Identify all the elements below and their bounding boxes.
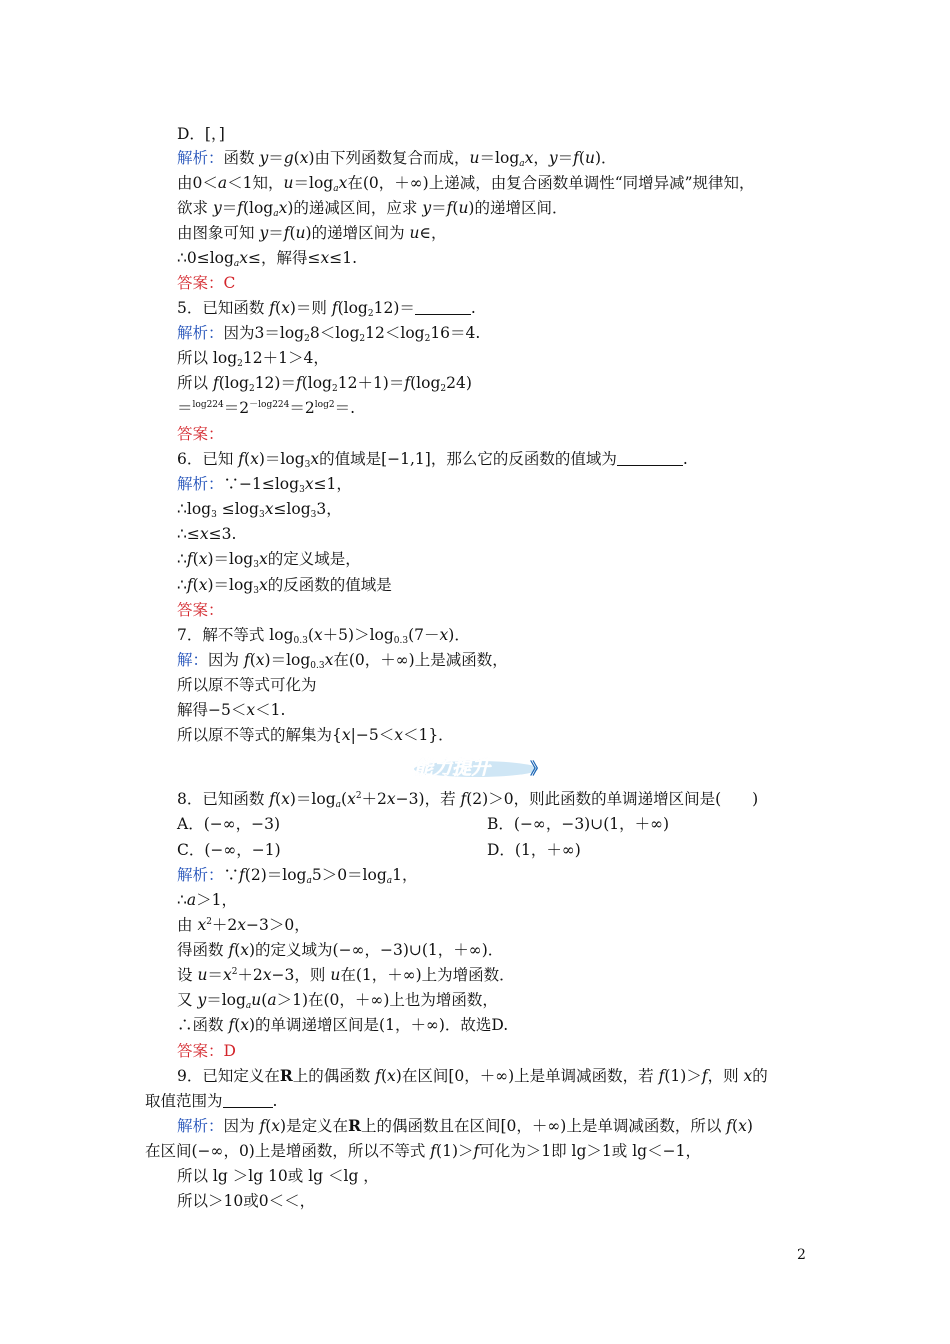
q5-answer: 答案： xyxy=(177,425,224,443)
q9-question-2: 取值范围为 . xyxy=(145,1092,278,1110)
q8-line-2: ∴a＞1， xyxy=(177,891,237,909)
q7-solution: 解：因为 $f(x)=\log_{0.3}x$在(0，＋∞)上是减函数， xyxy=(177,651,508,671)
q8-analysis: 解析：$\because f(2)=\log_a5>0=\log_a1$， xyxy=(177,866,418,886)
q8-option-c: C．(−∞，−1) xyxy=(177,841,281,859)
q4-analysis: 解析：函数 y＝g(x)由下列函数复合而成，$u=\log_ax$，y＝f(u)． xyxy=(177,149,617,169)
q8-answer: 答案：D xyxy=(177,1042,236,1060)
q9-line-2: 在区间(−∞，0)上是增函数，所以不等式 f(1)＞f可化为＞1即 lg＞1或 lg＜−1， xyxy=(145,1142,701,1160)
q6-line-3: ∴≤x≤3. xyxy=(177,525,237,543)
q6-question: 6．已知 $f(x)=\log_3x$的值域是[−1,1]，那么它的反函数的值域为 . xyxy=(177,450,688,470)
q5-line-3: 所以 $f(\log_212)=f(\log_212+1)=f(\log_224)$ xyxy=(177,374,472,394)
q5-analysis: 解析：因为$3=\log_28<\log_212<\log_216=4$. xyxy=(177,324,481,344)
ability-banner xyxy=(404,752,554,782)
q4-line-3: 欲求 $y=f(\log_ax)$的递减区间，应求 y＝f(u)的递增区间． xyxy=(177,199,568,219)
q9-question: 9．已知定义在R上的偶函数 f(x)在区间[0，＋∞)上是单调减函数，若 f(1)＞f，则 x的 xyxy=(177,1066,768,1085)
q4-line-2: 由0＜a＜1知，$u=\log_ax$在(0，＋∞)上递减，由复合函数单调性“同增异减”规律知， xyxy=(177,174,755,194)
q8-line-6: 又 $y=\log_au(a>1)$在(0，＋∞)上也为增函数， xyxy=(177,991,498,1011)
q8-line-7: ∴函数 f(x)的单调递增区间是(1，＋∞)．故选D. xyxy=(177,1016,509,1034)
banner-graphic xyxy=(404,752,554,782)
banner-text: 能力提升 xyxy=(414,757,491,779)
q6-line-4: $\therefore f(x)=\log_3x$的定义域是， xyxy=(177,550,361,570)
q8-line-5: 设 $u=x^2+2x-3$，则 u在(1，＋∞)上为增函数． xyxy=(177,966,515,984)
q7-line-4: 所以原不等式的解集为{x|−5＜x＜1}． xyxy=(177,726,454,744)
q8-question: 8．已知函数 $f(x)=\log_a(x^2+2x-3)$，若 f(2)＞0，则此函数的单调递增区间是( ) xyxy=(177,790,759,810)
q9-line-3: 所以 lg ＞lg 10或 lg ＜lg ， xyxy=(177,1167,379,1185)
q5-line-2: 所以 $\log_212+1>4$， xyxy=(177,349,329,369)
page-number: 2 xyxy=(797,1247,806,1263)
q9-line-4: 所以＞10或0＜＜， xyxy=(177,1192,316,1210)
q4-line-5: $\therefore 0\le\log_ax\le$，解得≤x≤1. xyxy=(177,249,358,269)
q9-analysis: 解析：因为 f(x)是定义在R上的偶函数且在区间[0，＋∞)上是单调减函数，所以 f(x) xyxy=(177,1116,753,1135)
option-d-4: D．[，] xyxy=(177,125,225,143)
q7-line-2: 所以原不等式可化为 xyxy=(177,676,317,694)
q8-option-d: D．(1，＋∞) xyxy=(487,841,581,859)
q8-option-b: B．(−∞，−3)∪(1，＋∞) xyxy=(487,815,670,833)
q6-line-5: $\therefore f(x)=\log_3x$的反函数的值域是 xyxy=(177,576,392,596)
q6-analysis: 解析：$\because-1\le\log_3x\le 1$， xyxy=(177,475,352,495)
q8-line-4: 得函数 f(x)的定义域为(−∞，−3)∪(1，＋∞)． xyxy=(177,941,504,959)
q5-line-4: $=^{log224}=2^{-log224}=2^{log2}=$. xyxy=(177,399,355,417)
q4-answer: 答案：C xyxy=(177,274,236,292)
q4-line-4: 由图象可知 y＝f(u)的递增区间为 u∈， xyxy=(177,224,447,242)
q7-question: 7．解不等式 $\log_{0.3}(x+5)>\log_{0.3}(7-x)$． xyxy=(177,626,470,646)
q6-answer: 答案： xyxy=(177,601,224,619)
q6-line-2: $\therefore\log_3 \le\log_3x\le\log_33$， xyxy=(177,500,342,520)
q5-question: 5．已知函数 f(x)＝则 $f(\log_212)=$ . xyxy=(177,299,476,319)
q8-option-a: A．(−∞，−3) xyxy=(177,815,281,833)
banner-arrow: 》 xyxy=(530,759,547,778)
q7-line-3: 解得−5＜x＜1. xyxy=(177,701,286,719)
q8-line-3: 由 $x^2+2x-3>0$， xyxy=(177,916,310,934)
